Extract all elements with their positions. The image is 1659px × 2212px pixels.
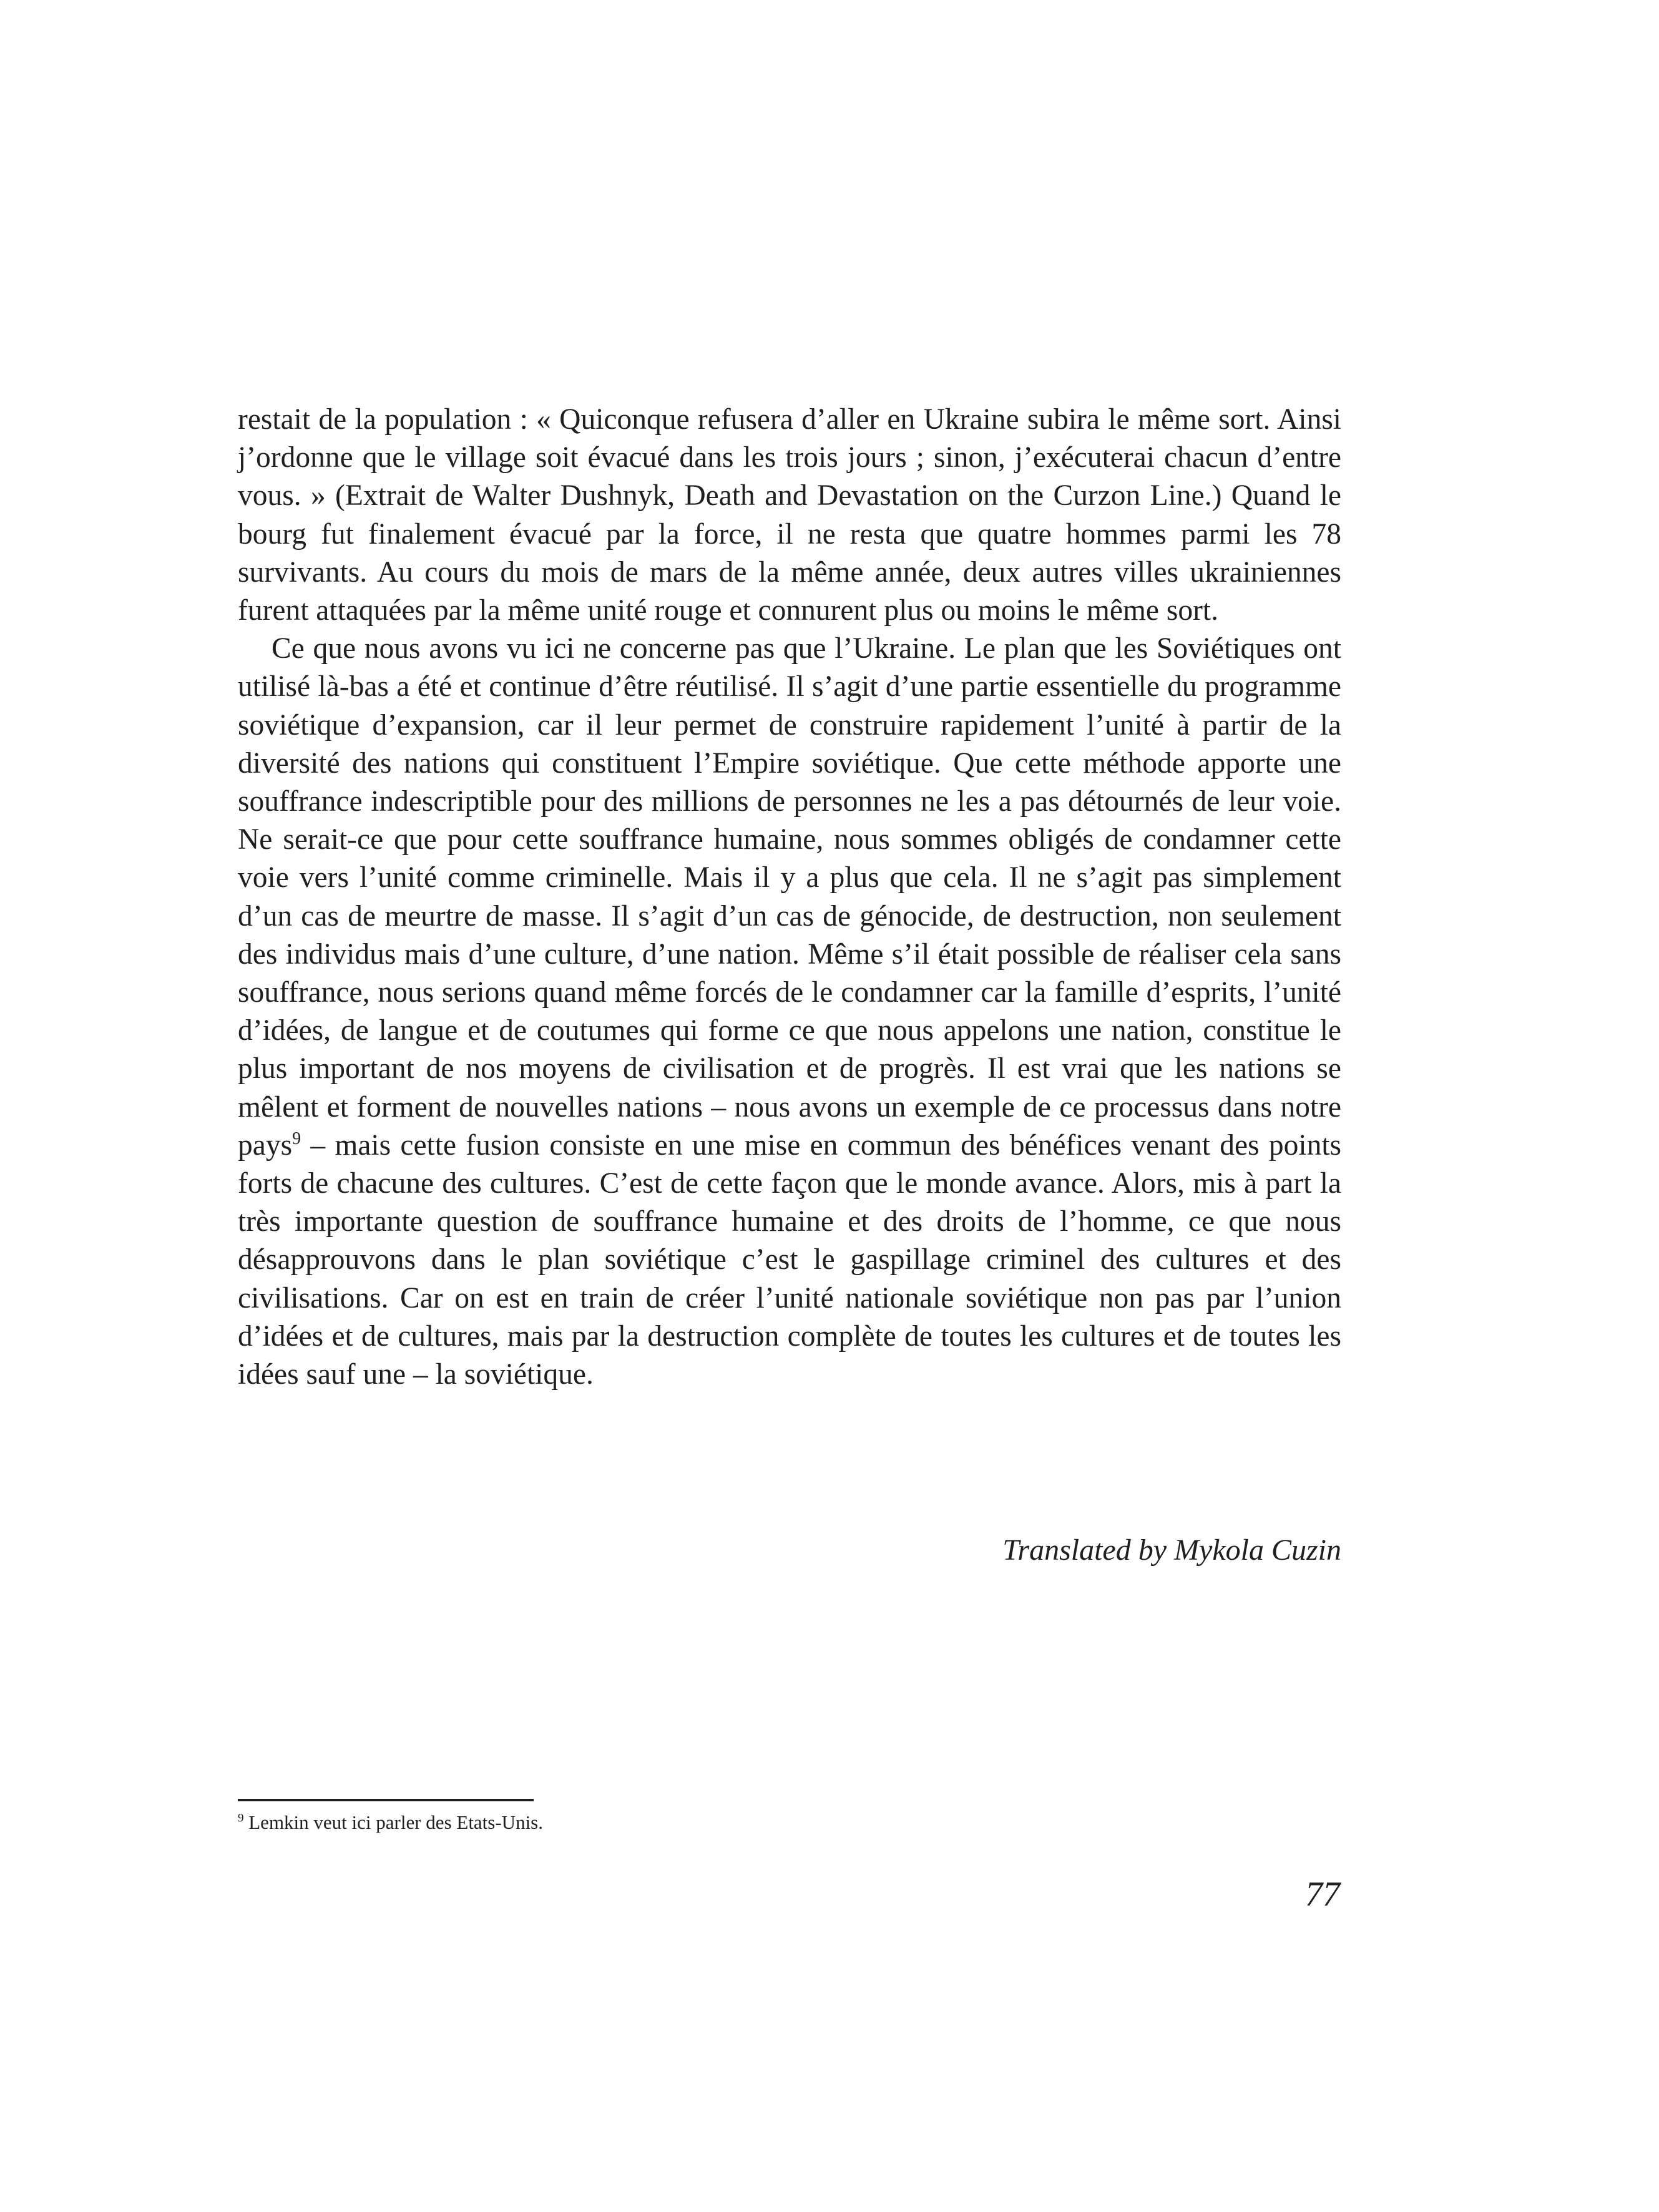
paragraph-2-text-start: Ce que nous avons vu ici ne concerne pas que l’Ukraine. Le plan que les Soviétiques ont utilisé là-bas a été et continue d’être réutilisé. Il s’agit d’une partie essentielle du programme soviétique d’expansion, car il leur permet de construire rapidement l’unité à partir de la diversité des nations qui constituent l’Empire soviétique. Que cette méthode apporte une souffrance indescriptible pour des millions de personnes ne les a pas détournés de leur voie. Ne serait-ce que pour cette souffrance humaine, nous sommes obligés de condamner cette voie vers l’unité comme criminelle. Mais il y a plus que cela. Il ne s’agit pas simplement d’un cas de meurtre de masse. Il s’agit d’un cas de génocide, de destruction, non seulement des individus mais d’une culture, d’une nation. Même s’il était possible de réaliser cela sans souffrance, nous serions quand même forcés de le condamner car la famille d’esprits, l’unité d’idées, de langue et de coutumes qui forme ce que nous appelons une nation, constitue le plus important de nos moyens de civilisation et de progrès. Il est vrai que les nations se mêlent et forment de nouvelles nations – nous avons un exemple de ce processus dans notre pays <box>238 632 1341 1162</box>
translator-credit: Translated by Mykola Cuzin <box>1002 1534 1341 1567</box>
paragraph-2-text-end: – mais cette fusion consiste en une mise en commun des bénéfices venant des points forts de chacune des cultures. C’est de cette façon que le monde avance. Alors, mis à part la très importante question de souffrance humaine et des droits de l’homme, ce que nous désapprouvons dans le plan soviétique c’est le gaspillage criminel des cultures et des civilisations. Car on est en train de créer l’unité nationale soviétique non pas par l’union d’idées et de cultures, mais par la destruction complète de toutes les cultures et de toutes les idées sauf une – la soviétique. <box>238 1128 1341 1391</box>
paragraph-1: restait de la population : « Quiconque refusera d’aller en Ukraine subira le même sort. Ainsi j’ordonne que le village soit évacué dans les trois jours ; sinon, j’exécuterai chacun d’entre vous. » (Extrait de Walter Dushnyk, Death and Devastation on the Curzon Line.) Quand le bourg fut finalement évacué par la force, il ne resta que quatre hommes parmi les 78 survivants. Au cours du mois de mars de la même année, deux autres villes ukrainiennes furent attaquées par la même unité rouge et connurent plus ou moins le même sort. <box>238 403 1341 627</box>
footnote-separator <box>238 1799 534 1801</box>
page-number: 77 <box>1305 1875 1340 1914</box>
body-text <box>238 401 1341 1394</box>
footnote <box>238 1810 1341 1835</box>
footnote-marker: 9 <box>238 1811 244 1825</box>
footnote-text: Lemkin veut ici parler des Etats-Unis. <box>243 1811 544 1833</box>
paragraph-2 <box>238 630 1341 1394</box>
footnote-reference: 9 <box>292 1129 301 1149</box>
